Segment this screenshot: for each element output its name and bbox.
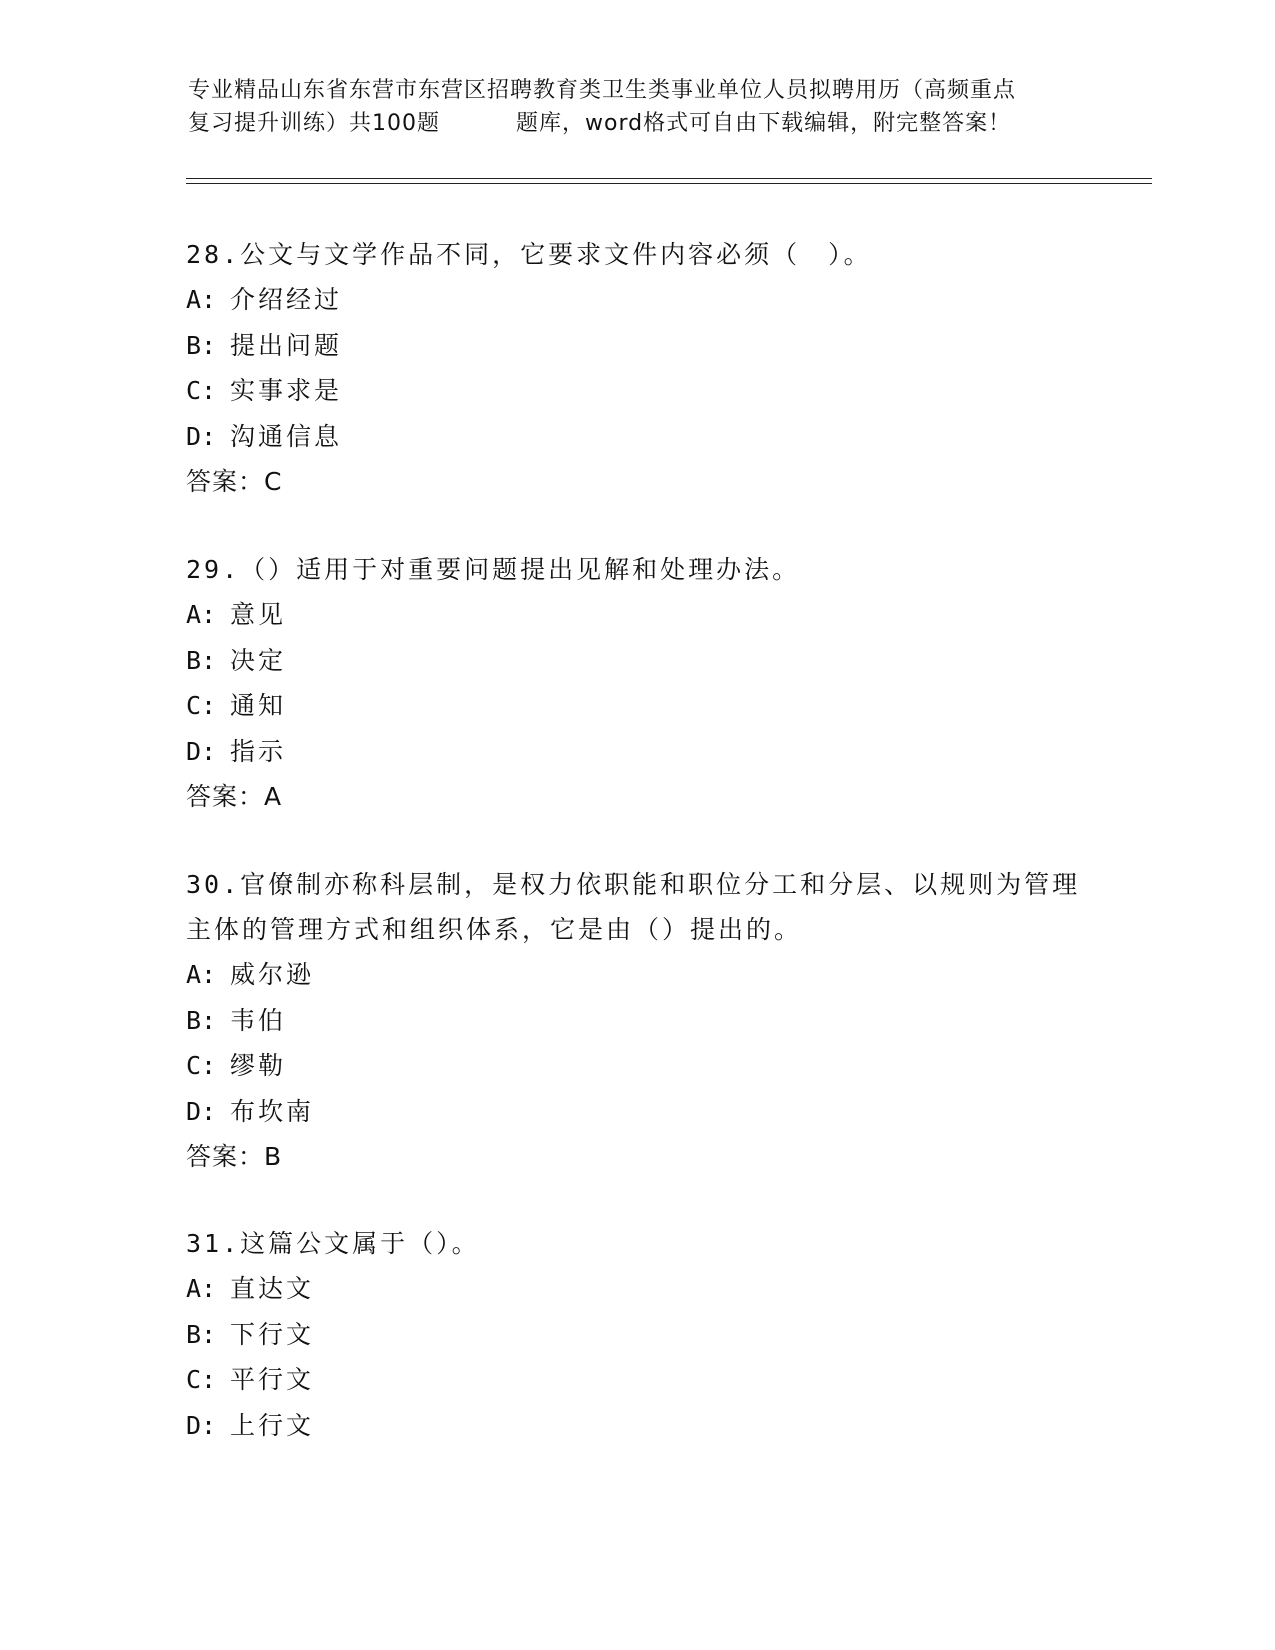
option-letter: C: (186, 1051, 217, 1080)
option-letter: D: (186, 736, 217, 766)
header-line-2-part-1: 复习提升训练）共100题 (188, 111, 440, 136)
option-letter: A: (186, 285, 217, 314)
option-text: 上行文 (230, 1410, 315, 1440)
option-d (186, 1089, 1106, 1135)
question-31 (186, 1221, 1106, 1448)
answer-label: 答案： (186, 1142, 265, 1171)
header-divider-bottom (186, 183, 1152, 184)
option-c (186, 683, 1106, 729)
option-b (186, 323, 1106, 369)
answer (186, 459, 1106, 504)
option-text: 介绍经过 (230, 285, 343, 314)
option-d (186, 1403, 1106, 1449)
answer (186, 774, 1106, 819)
option-d (186, 414, 1106, 460)
option-letter: A: (186, 600, 217, 629)
option-a (186, 277, 1106, 323)
question-30 (186, 862, 1106, 1179)
option-letter: C: (186, 1365, 217, 1394)
option-c (186, 368, 1106, 414)
option-text: 缪勒 (230, 1051, 287, 1080)
question-stem: 29.（）适用于对重要问题提出见解和处理办法。 (186, 555, 801, 584)
answer-value: C (264, 467, 283, 496)
option-letter: B: (186, 1319, 217, 1349)
option-letter: A: (186, 1274, 217, 1303)
option-b (186, 638, 1106, 684)
option-letter: D: (186, 1096, 217, 1126)
answer-value: A (264, 782, 283, 811)
option-a (186, 952, 1106, 998)
option-letter: C: (186, 376, 217, 405)
option-letter: C: (186, 691, 217, 720)
option-text: 下行文 (230, 1319, 315, 1349)
option-text: 平行文 (230, 1365, 315, 1394)
header-line-2 (188, 107, 1088, 140)
option-text: 决定 (230, 645, 287, 675)
option-d (186, 729, 1106, 775)
option-a (186, 592, 1106, 638)
option-letter: B: (186, 330, 217, 360)
option-text: 沟通信息 (230, 421, 343, 451)
header-line-2-part-2: 题库，word格式可自由下载编辑，附完整答案！ (516, 111, 1012, 136)
question-28 (186, 232, 1106, 504)
option-a (186, 1266, 1106, 1312)
option-text: 韦伯 (230, 1005, 287, 1035)
question-stem: 30.官僚制亦称科层制，是权力依职能和职位分工和分层、以规则为管理主体的管理方式和组织体系，它是由（）提出的。 (186, 870, 1081, 944)
question-stem: 31.这篇公文属于（）。 (186, 1229, 480, 1258)
option-text: 威尔逊 (230, 960, 315, 989)
option-text: 提出问题 (230, 330, 343, 360)
answer-value: B (264, 1142, 283, 1171)
option-text: 意见 (230, 600, 287, 629)
option-text: 实事求是 (230, 376, 343, 405)
header-divider-top (186, 178, 1152, 179)
option-letter: A: (186, 960, 217, 989)
option-letter: B: (186, 1005, 217, 1035)
option-text: 指示 (230, 736, 287, 766)
answer (186, 1134, 1106, 1179)
document-header (188, 74, 1088, 140)
question-29 (186, 547, 1106, 819)
option-letter: D: (186, 1410, 217, 1440)
header-line-1: 专业精品山东省东营市东营区招聘教育类卫生类事业单位人员拟聘用历（高频重点 (188, 78, 1017, 103)
question-stem: 28.公文与文学作品不同，它要求文件内容必须（ ）。 (186, 240, 872, 269)
option-text: 直达文 (230, 1274, 315, 1303)
option-b (186, 1312, 1106, 1358)
option-letter: B: (186, 645, 217, 675)
option-text: 通知 (230, 691, 287, 720)
option-b (186, 998, 1106, 1044)
option-text: 布坎南 (230, 1096, 315, 1126)
option-c (186, 1357, 1106, 1403)
answer-label: 答案： (186, 467, 265, 496)
option-letter: D: (186, 421, 217, 451)
option-c (186, 1043, 1106, 1089)
answer-label: 答案： (186, 782, 265, 811)
